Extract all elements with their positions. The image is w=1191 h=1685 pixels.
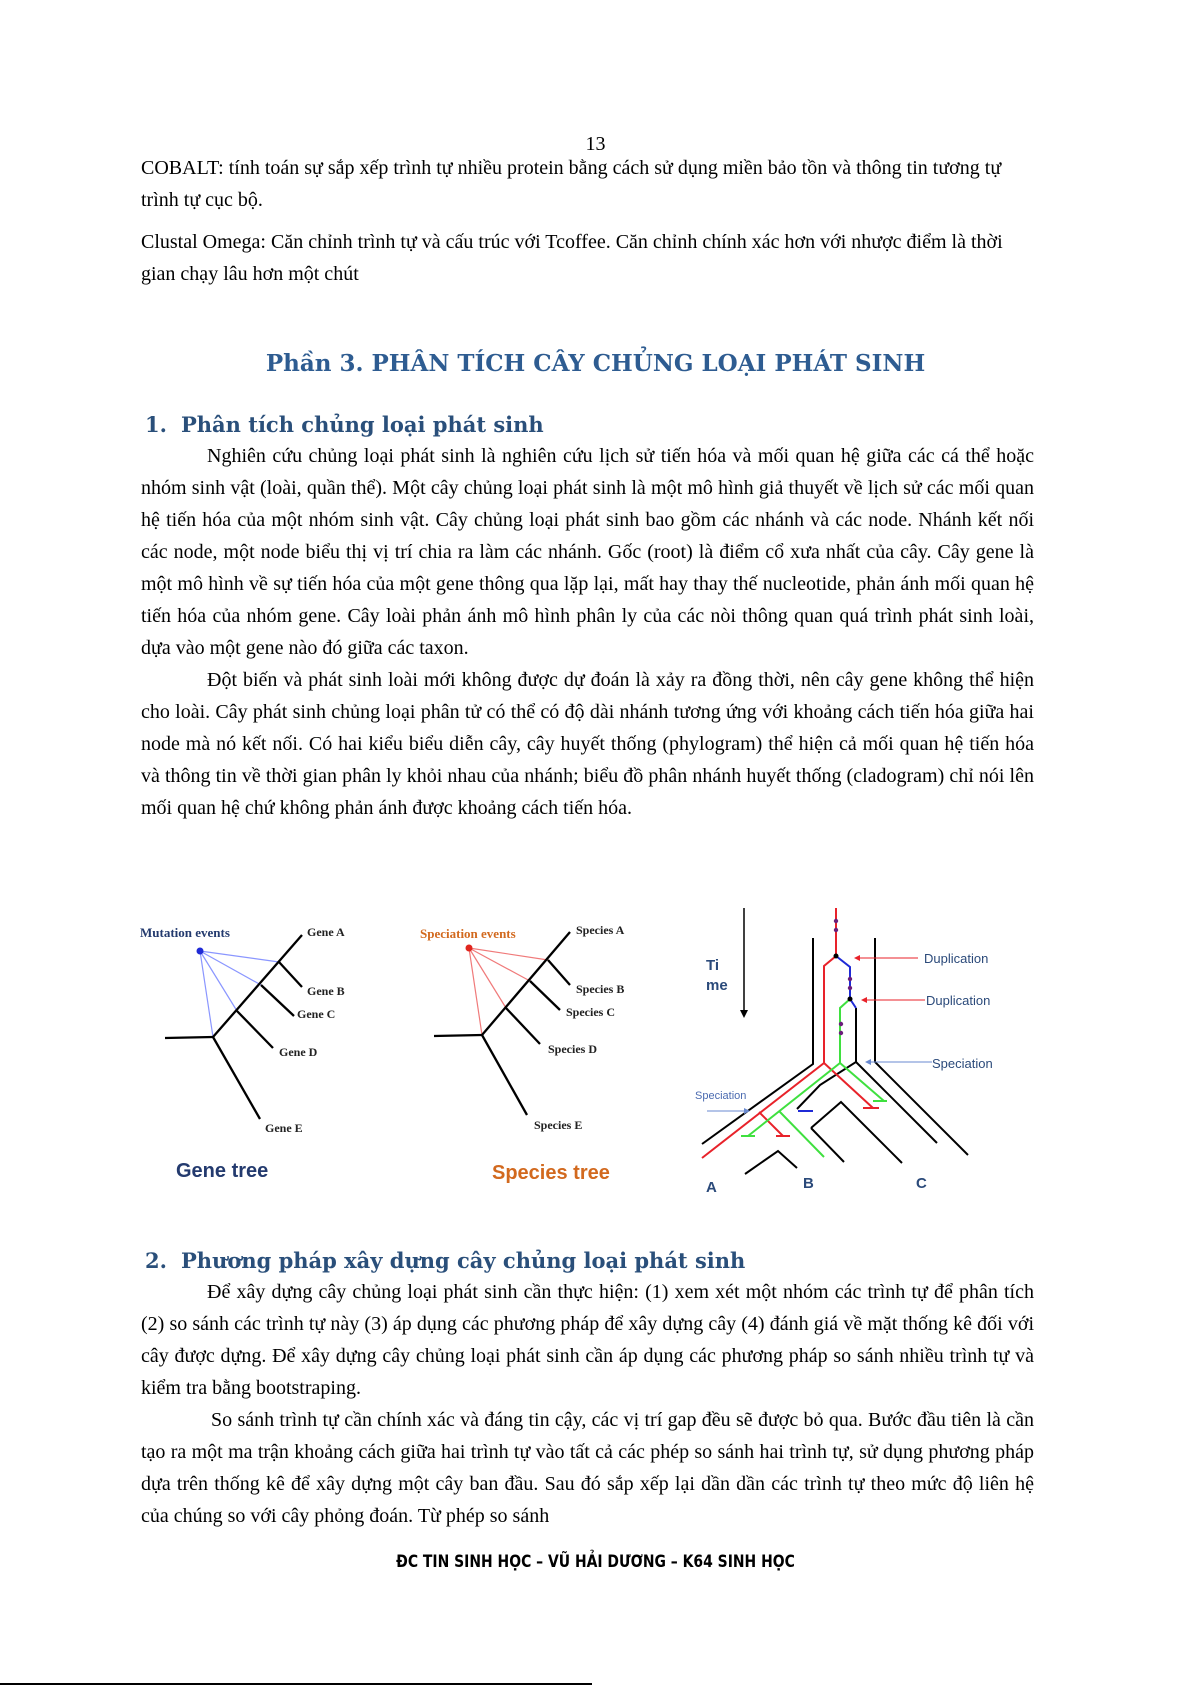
part-title: Phần 3. PHÂN TÍCH CÂY CHỦNG LOẠI PHÁT SINH [265,350,926,377]
section-heading-1 [145,412,544,437]
time-label: Ti [706,957,720,974]
leaf-label: Gene E [265,1121,303,1135]
intro-cobalt [141,152,1034,216]
gene-lineage-blue [798,956,856,1111]
section-1-body [141,440,1034,824]
clustal-paragraph: Clustal Omega: Căn chỉnh trình tự và cấu trúc với Tcoffee. Căn chỉnh chính xác hơn với nhược điểm là thời gian chạy lâu hơn một chút [141,231,1003,285]
speciation-label: Speciation [932,1056,993,1071]
speciation-label: Speciation [695,1090,747,1102]
leaf-label: Gene B [307,984,345,998]
section-number: 2. [145,1248,167,1273]
page-footer: ĐC TIN SINH HỌC – VŨ HẢI DƯƠNG – K64 SINH HỌC [396,1552,795,1572]
leaf-label: Gene C [297,1007,336,1021]
reconciliation-figure [680,900,1060,1200]
section-heading-2 [145,1248,745,1273]
cobalt-paragraph: COBALT: tính toán sự sắp xếp trình tự nhiều protein bằng cách sử dụng miền bảo tồn và thông tin tương tự trình tự cục bộ. [141,157,1002,211]
time-arrow-head-icon [740,1010,748,1018]
leaf-label: Gene A [307,925,345,939]
speciation-event-dot [466,945,473,952]
paragraph: Để xây dựng cây chủng loại phát sinh cần thực hiện: (1) xem xét một nhóm các trình tự để phân tích (2) so sánh các trình tự này (3) áp dụng các phương pháp để xây dựng cây (4) đánh giá về mặt thống kê đối với cây được dựng. Để xây dựng cây chủng loại phát sinh cần áp dụng các phương pháp so sánh nhiều trình tự và kiểm tra bằng bootstraping. [141,1281,1034,1399]
duplication-label: Duplication [926,993,991,1008]
section-number: 1. [145,412,167,437]
section-2-body [141,1276,1034,1532]
species-tree-figure [410,910,650,1200]
gene-tree-figure [140,910,380,1190]
gene-tree-caption: Gene tree [176,1160,269,1182]
leaf-label: Species C [566,1005,615,1019]
speciation-events-label: Speciation events [420,926,516,941]
taxon-label: C [916,1175,927,1192]
paragraph: So sánh trình tự cần chính xác và đáng tin cậy, các vị trí gap đều sẽ được bỏ qua. Bước đầu tiên là cần tạo ra một ma trận khoảng cách giữa hai trình tự vào tất cả các phép so sánh hai trình tự, sử dụng phương pháp dựa trên thống kê để xây dựng một cây ban đầu. Sau đó sắp xếp lại dần dần các trình tự theo mức độ liên hệ của chúng so với cây phỏng đoán. Từ phép so sánh [141,1409,1034,1527]
species-tree-caption: Species tree [492,1162,610,1184]
leaf-label: Species A [576,923,625,937]
time-label: me [706,977,728,994]
gene-tree-branches [165,935,302,1119]
duplication-node [834,954,839,959]
speciation-event-lines [469,948,548,1035]
species-outline [702,938,968,1174]
duplication-label: Duplication [924,951,989,966]
intro-clustal [141,226,1034,290]
taxon-label: A [706,1179,717,1196]
taxon-label: B [803,1175,814,1192]
mutation-event-dot [197,948,204,955]
gene-lineage-red [702,908,879,1158]
leaf-label: Species B [576,982,625,996]
mutation-events-label: Mutation events [140,925,230,940]
leaf-label: Species E [534,1118,583,1132]
paragraph: Nghiên cứu chủng loại phát sinh là nghiên cứu lịch sử tiến hóa và mối quan hệ giữa các cá thể hoặc nhóm sinh vật (loài, quần thể). Một cây chủng loại phát sinh là một mô hình giả thuyết về lịch sử các mối quan hệ tiến hóa của một nhóm sinh vật. Cây chủng loại phát sinh bao gồm các nhánh và các node. Nhánh kết nối các node, một node biểu thị vị trí chia ra làm các nhánh. Gốc (root) là điểm cổ xưa nhất của cây. Cây gene là một mô hình về sự tiến hóa của một gene thông qua lặp lại, mất hay thay thế nucleotide, phản ánh mối quan hệ tiến hóa của nhóm gene. Cây loài phản ánh mô hình phân ly của các nòi thông quan quá trình phát sinh loài, dựa vào một gene nào đó giữa các taxon. [141,445,1034,659]
duplication-node [848,997,853,1002]
leaf-label: Species D [548,1042,597,1056]
species-tree-branches [434,932,570,1115]
page-number: 13 [585,133,606,155]
section-title: Phương pháp xây dựng cây chủng loại phát sinh [181,1248,746,1273]
leaf-label: Gene D [279,1045,318,1059]
section-title: Phân tích chủng loại phát sinh [181,412,544,437]
paragraph: Đột biến và phát sinh loài mới không được dự đoán là xảy ra đồng thời, nên cây gene không thể hiện cho loài. Cây phát sinh chủng loại phân tử có thể có độ dài nhánh tương ứng với khoảng cách tiến hóa giữa hai node mà nó kết nối. Có hai kiểu biểu diễn cây, cây huyết thống (phylogram) thể hiện cả mối quan hệ tiến hóa và thông tin về thời gian phân ly khỏi nhau của nhánh; biểu đồ phân nhánh huyết thống (cladogram) chỉ nói lên mối quan hệ chứ không phản ánh được khoảng cách tiến hóa. [141,669,1034,819]
mutation-event-lines [200,951,279,1037]
